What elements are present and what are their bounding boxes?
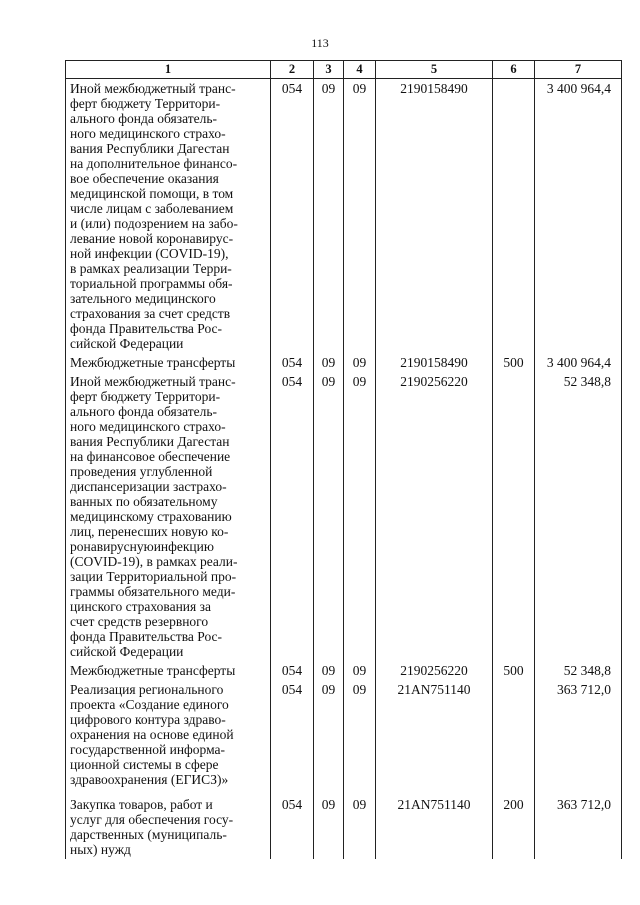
table-row: [66, 353, 622, 372]
row-rz: 09: [314, 795, 344, 859]
table-row: [66, 795, 622, 859]
row-rz: 09: [314, 353, 344, 372]
row-csr: 21AN751140: [376, 795, 493, 859]
row-name: Закупка товаров, работ и услуг для обеспечения госу- дарственных (муниципаль- ных) нужд: [66, 795, 271, 859]
row-rz: 09: [314, 79, 344, 354]
row-pr: 09: [344, 353, 376, 372]
row-csr: 2190158490: [376, 353, 493, 372]
row-sum: 363 712,0: [535, 795, 622, 859]
row-grbs: 054: [271, 680, 314, 795]
row-grbs: 054: [271, 795, 314, 859]
header-row: [66, 61, 622, 79]
row-sum: 3 400 964,4: [535, 79, 622, 354]
row-pr: 09: [344, 795, 376, 859]
header-cell-1: 1: [66, 61, 271, 79]
row-name: Иной межбюджетный транс- ферт бюджету Территори- ального фонда обязатель- ного медицинского страхо- вания Республики Дагестан на дополнительное финансо- вое обеспечение оказания медицинской помощи, в том числе лицам с заболеванием и (или) подозрением на забо- левание новой коронавирус- ной инфекции (COVID-19), в рамках реализации Терри- ториальной программы обя- зательного медицинского страхования за счет средств фонда Правительства Рос- сийской Федерации: [66, 79, 271, 354]
row-csr: 21AN751140: [376, 680, 493, 795]
header-cell-7: 7: [535, 61, 622, 79]
row-vr: [493, 680, 535, 795]
row-rz: 09: [314, 661, 344, 680]
row-rz: 09: [314, 372, 344, 661]
row-grbs: 054: [271, 79, 314, 354]
table-row: [66, 372, 622, 661]
table-row: [66, 661, 622, 680]
row-name: Иной межбюджетный транс- ферт бюджету Территори- ального фонда обязатель- ного медицинского страхо- вания Республики Дагестан на финансовое обеспечение проведения углубленной диспансеризации застрахо- ванных по обязательному медицинскому страхованию лиц, перенесших новую ко- ронавируснуюинфекцию (COVID-19), в рамках реали- зации Территориальной про- граммы обязательного меди- цинского страхования за счет средств резервного фонда Правительства Рос- сийской Федерации: [66, 372, 271, 661]
row-name: Межбюджетные трансферты: [66, 661, 271, 680]
row-rz: 09: [314, 680, 344, 795]
budget-table: [65, 60, 622, 859]
row-sum: 52 348,8: [535, 661, 622, 680]
row-pr: 09: [344, 372, 376, 661]
page-number: 113: [311, 36, 329, 50]
row-vr: [493, 79, 535, 354]
header-cell-5: 5: [376, 61, 493, 79]
row-name: Межбюджетные трансферты: [66, 353, 271, 372]
row-name: Реализация регионального проекта «Создание единого цифрового контура здраво- охранения на основе единой государственной информа- ционной системы в сфере здравоохранения (ЕГИСЗ)»: [66, 680, 271, 795]
table-row: [66, 680, 622, 795]
row-pr: 09: [344, 680, 376, 795]
row-vr: 500: [493, 353, 535, 372]
row-vr: 500: [493, 661, 535, 680]
row-grbs: 054: [271, 372, 314, 661]
row-sum: 3 400 964,4: [535, 353, 622, 372]
row-csr: 2190256220: [376, 372, 493, 661]
row-sum: 52 348,8: [535, 372, 622, 661]
header-cell-3: 3: [314, 61, 344, 79]
header-cell-4: 4: [344, 61, 376, 79]
row-sum: 363 712,0: [535, 680, 622, 795]
row-csr: 2190256220: [376, 661, 493, 680]
row-grbs: 054: [271, 661, 314, 680]
row-vr: 200: [493, 795, 535, 859]
row-pr: 09: [344, 79, 376, 354]
row-grbs: 054: [271, 353, 314, 372]
table-row: [66, 79, 622, 354]
row-pr: 09: [344, 661, 376, 680]
header-cell-6: 6: [493, 61, 535, 79]
header-cell-2: 2: [271, 61, 314, 79]
row-csr: 2190158490: [376, 79, 493, 354]
row-vr: [493, 372, 535, 661]
